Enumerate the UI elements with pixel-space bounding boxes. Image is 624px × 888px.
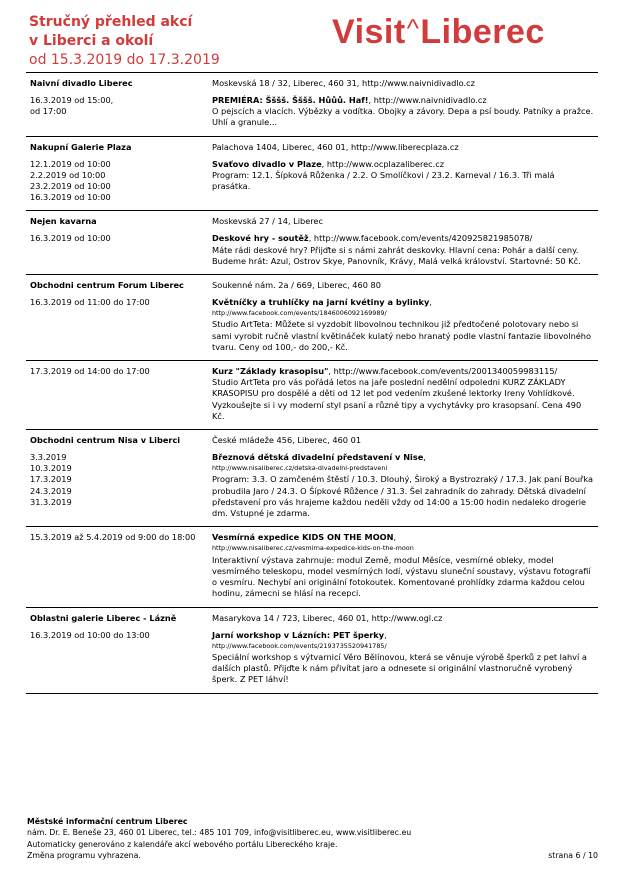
- event-date: 23.2.2019 od 10:00: [30, 181, 111, 192]
- title-line-1: Stručný přehled akcí: [29, 14, 193, 30]
- venue-address: Palachova 1404, Liberec, 460 01, http://www.liberecplaza.cz: [212, 141, 459, 152]
- footer-note-changes: Změna programu vyhrazena.: [27, 850, 141, 860]
- event-url-small[interactable]: http://www.facebook.com/events/2193735520941785/: [212, 641, 387, 650]
- event-dates: [26, 452, 210, 519]
- event-description: Studio ArtTeta pro vás pořádá letos na jaře poslední nedělní odpoledni KURZ ZÁKLADY KRASOPISU pro dospělé a děti od 12 let pod vedením zkušené lektorky Ireny Vohlídkové. Vyzkoušejte si i vy moderní styl psaní a různé tipy a vychytávky pro krasopsaní. Cena 490 Kč.: [212, 377, 582, 421]
- footer: [27, 816, 599, 861]
- event-date: 16.3.2019 od 11:00 do 17:00: [30, 297, 150, 308]
- event-date: 16.3.2019 od 10:00 do 13:00: [30, 629, 150, 640]
- event-date: 16.3.2019 od 10:00: [30, 233, 111, 244]
- event-date: od 17:00: [30, 106, 67, 117]
- event-date: 16.3.2019 od 15:00,: [30, 95, 114, 105]
- venue-header: [26, 211, 598, 233]
- event-url[interactable]: ,: [429, 297, 432, 308]
- event-description: Studio ArtTeta: Můžete si vyzdobit libovolnou technikou již předtočené polotovary nebo si sami vyrobit ručně vlastní květináček kulatý nebo hranatý podle vlastní fantazie libovolného tvaru. Ceny od 100,- do 200,- Kč.: [212, 319, 592, 352]
- event-date: 17.3.2019: [30, 474, 72, 485]
- venue-section: [26, 607, 598, 693]
- event-row: [26, 159, 598, 211]
- event-row: [26, 526, 598, 606]
- venue-name: Obchodni centrum Nisa v Liberci: [30, 435, 181, 446]
- event-date: 31.3.2019: [30, 496, 72, 507]
- event-dates: [26, 95, 210, 129]
- event-title: PREMIÉRA: Šššš. Šššš. Hůůů. Haf!: [212, 95, 369, 105]
- event-title: Svaťovo divadlo v Plaze: [212, 158, 322, 169]
- event-title: Deskové hry - soutěž: [212, 233, 309, 244]
- event-date: 16.3.2019 od 10:00: [30, 192, 111, 203]
- venue-address: Masarykova 14 / 723, Liberec, 460 01, http://www.ogl.cz: [212, 612, 443, 623]
- event-details: [210, 297, 598, 353]
- event-description: Interaktivní výstava zahrnuje: modul Země, modul Měsíce, vesmírné obleky, model vesmírného teleskopu, model vesmírných lodí, výstavu sluneční soustavy, výstavu fotografií o vesmíru. Nechybí ani originální fotokoutek. Komentované prohlídky zdarma každou celou hodinu, zámecni se hlásí na recepci.: [212, 554, 591, 599]
- event-url-small[interactable]: http://www.nisaliberec.cz/vesmirna-expedice-kids-on-the-moon: [212, 544, 414, 553]
- venue-address: České mládeže 456, Liberec, 460 01: [212, 435, 362, 446]
- event-title: Květníčky a truhlíčky na jarní kvétiny a bylinky: [212, 297, 430, 308]
- title-line-2: v Liberci a okolí: [29, 33, 154, 49]
- event-date: 17.3.2019 od 14:00 do 17:00: [30, 366, 150, 377]
- events-table: [26, 72, 598, 694]
- title-dates: od 15.3.2019 do 17.3.2019: [29, 52, 220, 68]
- event-dates: [26, 366, 210, 422]
- event-row: [26, 233, 598, 274]
- event-url[interactable]: , http://www.ocplazaliberec.cz: [321, 158, 445, 169]
- venue-name: Naivní divadlo Liberec: [30, 78, 133, 88]
- venue-name: Nejen kavarna: [30, 216, 97, 227]
- event-url-small[interactable]: http://www.nisaliberec.cz/detska-divadelni-predstaveni: [212, 464, 388, 473]
- venue-header: [26, 608, 598, 630]
- event-row: [26, 297, 598, 360]
- event-title: Vesmírná expedice KIDS ON THE MOON: [212, 532, 394, 543]
- event-title: Březnová dětská divadelní představení v Nise: [212, 452, 424, 463]
- event-details: [210, 233, 598, 267]
- venue-section: [26, 429, 598, 606]
- venue-section: [26, 136, 598, 211]
- venue-header: [26, 275, 598, 297]
- venue-address: Soukenné nám. 2a / 669, Liberec, 460 80: [212, 280, 381, 291]
- event-row: [26, 95, 598, 136]
- event-details: [210, 159, 598, 204]
- event-dates: [26, 233, 210, 267]
- venue-section: [26, 73, 598, 136]
- venue-address: Moskevská 27 / 14, Liberec: [212, 216, 323, 227]
- event-date: 2.2.2019 od 10:00: [30, 169, 106, 180]
- event-date: 24.3.2019: [30, 485, 72, 496]
- logo-text-liberec: Liberec: [420, 13, 545, 51]
- logo-text-visit: Visit: [332, 13, 406, 51]
- event-url[interactable]: , http://www.facebook.com/events/2001340059983115/: [328, 366, 558, 377]
- event-details: [210, 95, 598, 129]
- event-description: Program: 3.3. O zamčeném štěstí / 10.3. Dlouhý, Široký a Bystrozraký / 17.3. Jak paní Bouřka probudila Jaro / 24.3. O Šípkové Růžence / 31.3. Šel zahradník do zahrady. Dětská divadelní představení pro vás hrajeme každou neděli vždy od 14:00 a 15:00 hodin nedaleko drogerie dm. Vstupné je zdarma.: [212, 474, 594, 519]
- event-url[interactable]: ,: [393, 532, 397, 543]
- venue-header: [26, 73, 598, 95]
- event-url-small[interactable]: http://www.facebook.com/events/1846006092169989/: [212, 309, 387, 318]
- venue-name: Oblastni galerie Liberec - Lázně: [30, 612, 177, 623]
- visit-liberec-logo: [332, 12, 545, 54]
- event-dates: [26, 297, 210, 353]
- document-title: [29, 13, 329, 70]
- footer-note-generated: Automaticky generováno z kalendáře akcí webového portálu Libereckého kraje.: [27, 839, 338, 849]
- event-details: [210, 452, 598, 519]
- event-title: Jarní workshop v Lázních: PET šperky: [212, 629, 385, 640]
- event-description: Speciální workshop s výtvarnicí Věro Bělínovou, která se věnuje výrobě šperků z pet lahví a dalších plastů. Přijďte k nám přivítat jaro a odnesete si originální vlastnoručně vyrobený šperk. Z PET láhví!: [212, 651, 587, 685]
- event-row: [26, 630, 598, 693]
- venue-address: Moskevská 18 / 32, Liberec, 460 31, http://www.naivnidivadlo.cz: [212, 78, 475, 88]
- event-date: 12.1.2019 od 10:00: [30, 158, 111, 169]
- event-description: Program: 12.1. Šípková Růženka / 2.2. O Smolíčkovi / 23.2. Karneval / 16.3. Tři malá prasátka.: [212, 169, 555, 192]
- event-date: 3.3.2019: [30, 452, 67, 463]
- event-description: O pejscích a vlacích. Výbězky a vodítka. Obojky a závory. Depa a psí boudy. Patníky a pražce. Uhlí a granule...: [212, 106, 594, 128]
- event-row: [26, 360, 598, 429]
- event-url[interactable]: ,: [384, 629, 387, 640]
- event-row: [26, 452, 598, 526]
- venue-section: [26, 210, 598, 274]
- event-date: 10.3.2019: [30, 463, 72, 474]
- event-details: [210, 630, 598, 686]
- event-dates: [26, 532, 210, 599]
- logo-caret: ^: [406, 13, 420, 43]
- event-details: [210, 532, 598, 599]
- page-number: strana 6 / 10: [548, 851, 598, 860]
- venue-name: Nakupní Galerie Plaza: [30, 141, 132, 152]
- event-details: [210, 366, 598, 422]
- event-title: Kurz "Základy krasopisu": [212, 366, 329, 377]
- venue-section: [26, 274, 598, 429]
- event-dates: [26, 630, 210, 686]
- footer-contact: nám. Dr. E. Beneše 23, 460 01 Liberec, tel.: 485 101 709, info@visitliberec.eu, www.visitliberec.eu: [27, 828, 412, 838]
- event-dates: [26, 159, 210, 204]
- event-description: Máte rádi deskové hry? Přijďte si s námi zahrát deskovky. Hlavní cena: Pohár a další ceny. Budeme hrát: Azul, Ostrov Skye, Panovník, Krávy, Malá velká království. Startovné: 50 Kč.: [212, 244, 581, 266]
- venue-header: [26, 430, 598, 452]
- venue-header: [26, 137, 598, 159]
- footer-org: Městské informační centrum Liberec: [27, 817, 188, 826]
- event-url[interactable]: ,: [423, 452, 426, 463]
- event-date: 15.3.2019 až 5.4.2019 od 9:00 do 18:00: [30, 532, 196, 543]
- event-url[interactable]: , http://www.facebook.com/events/420925821985078/: [308, 233, 533, 244]
- event-url[interactable]: , http://www.naivnidivadlo.cz: [368, 95, 487, 105]
- venue-name: Obchodni centrum Forum Liberec: [30, 280, 184, 291]
